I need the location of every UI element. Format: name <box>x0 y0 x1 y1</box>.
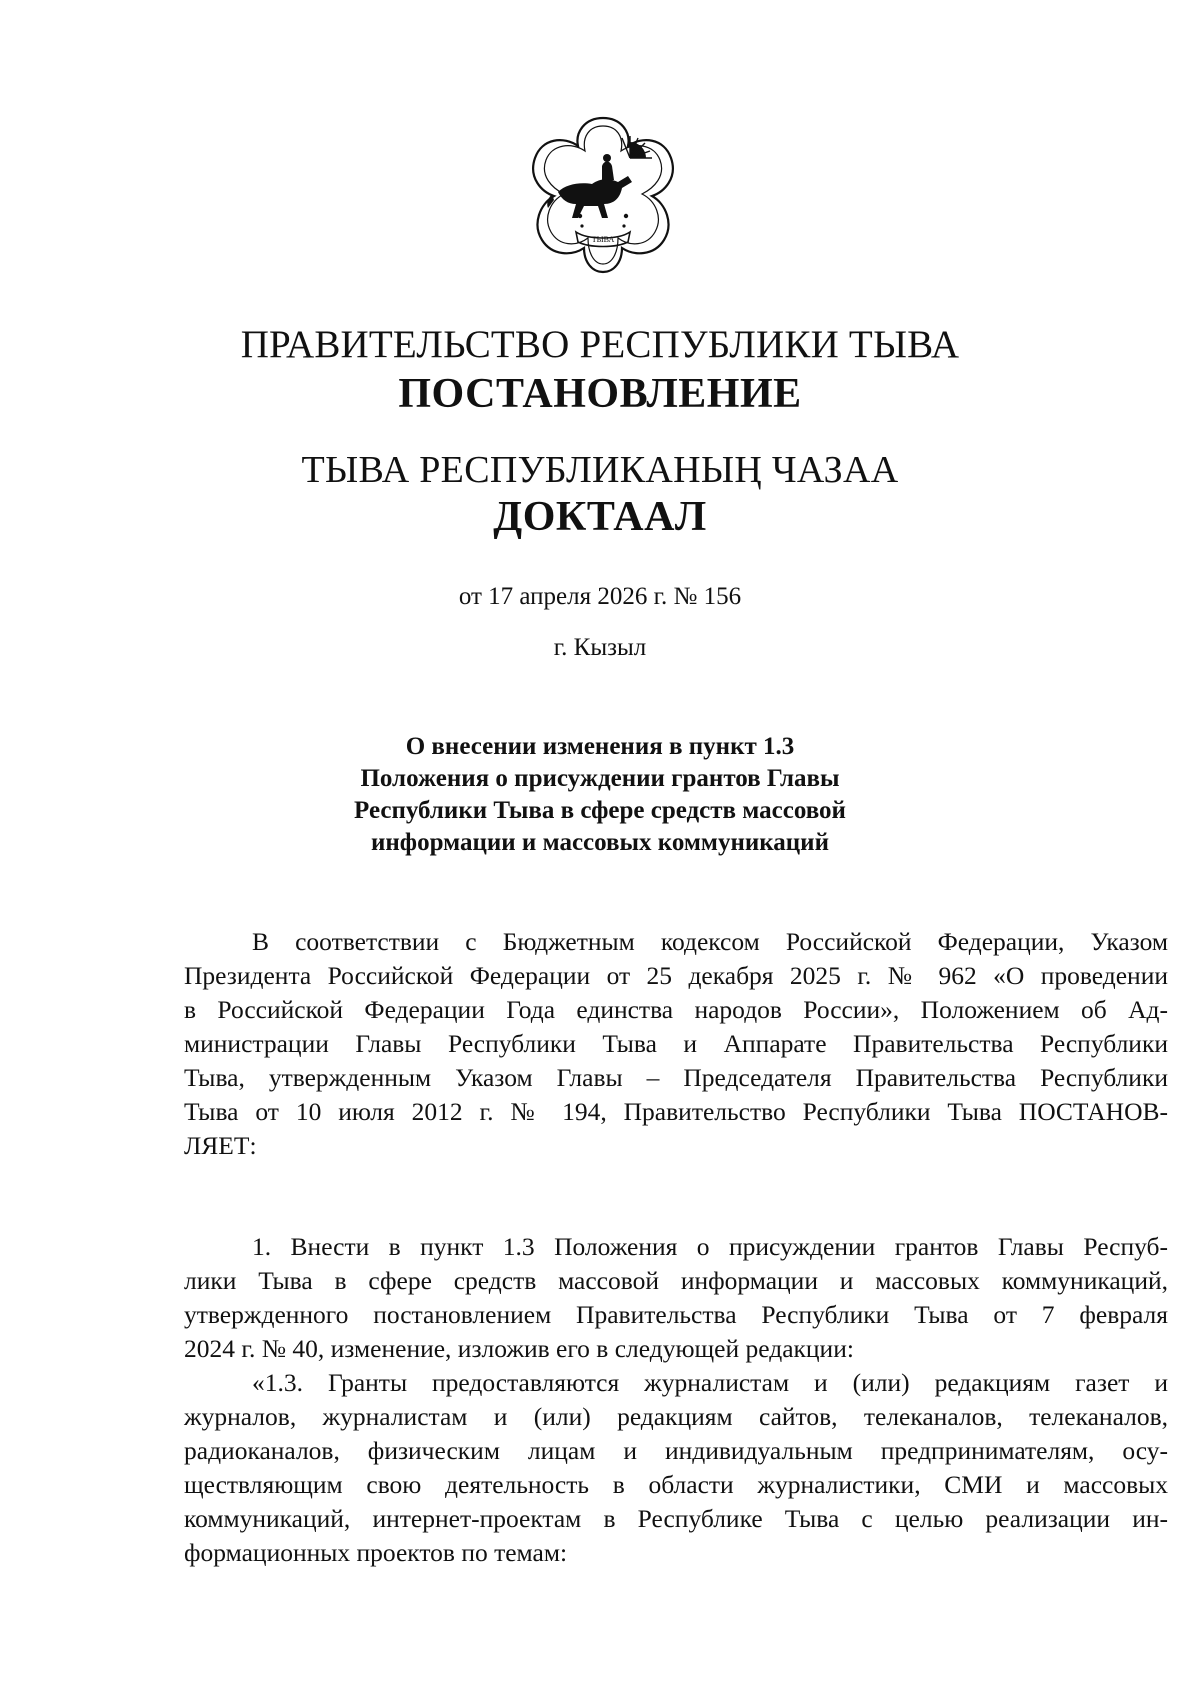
body-line: министрации Главы Республики Тыва и Аппарате Правительства Республики <box>184 1029 1168 1058</box>
government-name-ru: ПРАВИТЕЛЬСТВО РЕСПУБЛИКИ ТЫВА <box>240 323 960 366</box>
body-line: ЛЯЕТ: <box>184 1131 257 1160</box>
preamble-paragraph <box>184 925 1168 1163</box>
tuva-emblem-icon <box>518 108 688 278</box>
body-line: Тыва, утвержденным Указом Главы – Председателя Правительства Республики <box>184 1063 1168 1092</box>
body-line: радиоканалов, физическим лицам и индивидуальным предпринимателям, осу- <box>184 1436 1168 1465</box>
document-city: г. Кызыл <box>553 634 647 661</box>
government-name-tyv: ТЫВА РЕСПУБЛИКАНЫҢ ЧАЗАА <box>301 449 899 491</box>
body-line: журналов, журналистам и (или) редакциям сайтов, телеканалов, телеканалов, <box>184 1402 1168 1431</box>
subject-line: Республики Тыва в сфере средств массовой <box>354 797 846 824</box>
subject-line: О внесении изменения в пункт 1.3 <box>405 733 795 760</box>
body-line: 1. Внести в пункт 1.3 Положения о присуждении грантов Главы Респуб- <box>252 1232 1168 1261</box>
body-line: коммуникаций, интернет-проектам в Республике Тыва с целью реализации ин- <box>184 1504 1168 1533</box>
body-line: утвержденного постановлением Правительства Республики Тыва от 7 февраля <box>184 1300 1168 1329</box>
body-line: Тыва от 10 июля 2012 г. № 194, Правительство Республики Тыва ПОСТАНОВ- <box>184 1097 1168 1126</box>
subject-line: информации и массовых коммуникаций <box>370 829 829 856</box>
item-1-paragraph <box>184 1230 1168 1366</box>
body-line: ществляющим свою деятельность в области журналистики, СМИ и массовых <box>184 1470 1168 1499</box>
body-line: в Российской Федерации Года единства народов России», Положением об Ад- <box>184 995 1168 1024</box>
body-line: формационных проектов по темам: <box>184 1538 568 1567</box>
body-line: Президента Российской Федерации от 25 декабря 2025 г. № 962 «О проведении <box>184 961 1168 990</box>
quoted-clause-paragraph <box>184 1366 1168 1570</box>
emblem-ribbon-text: ТЫВА <box>591 235 615 244</box>
document-date-number: от 17 апреля 2026 г. № 156 <box>458 583 742 610</box>
document-subject <box>0 731 1200 859</box>
body-line: лики Тыва в сфере средств массовой информации и массовых коммуникаций, <box>184 1266 1168 1295</box>
body-line: «1.3. Гранты предоставляются журналистам и (или) редакциям газет и <box>252 1368 1168 1397</box>
document-type-tyv: ДОКТААЛ <box>493 494 707 540</box>
body-line: 2024 г. № 40, изменение, изложив его в следующей редакции: <box>184 1334 854 1363</box>
body-line: В соответствии с Бюджетным кодексом Российской Федерации, Указом <box>252 927 1168 956</box>
document-type-ru: ПОСТАНОВЛЕНИЕ <box>398 371 802 417</box>
subject-line: Положения о присуждении грантов Главы <box>360 765 840 792</box>
